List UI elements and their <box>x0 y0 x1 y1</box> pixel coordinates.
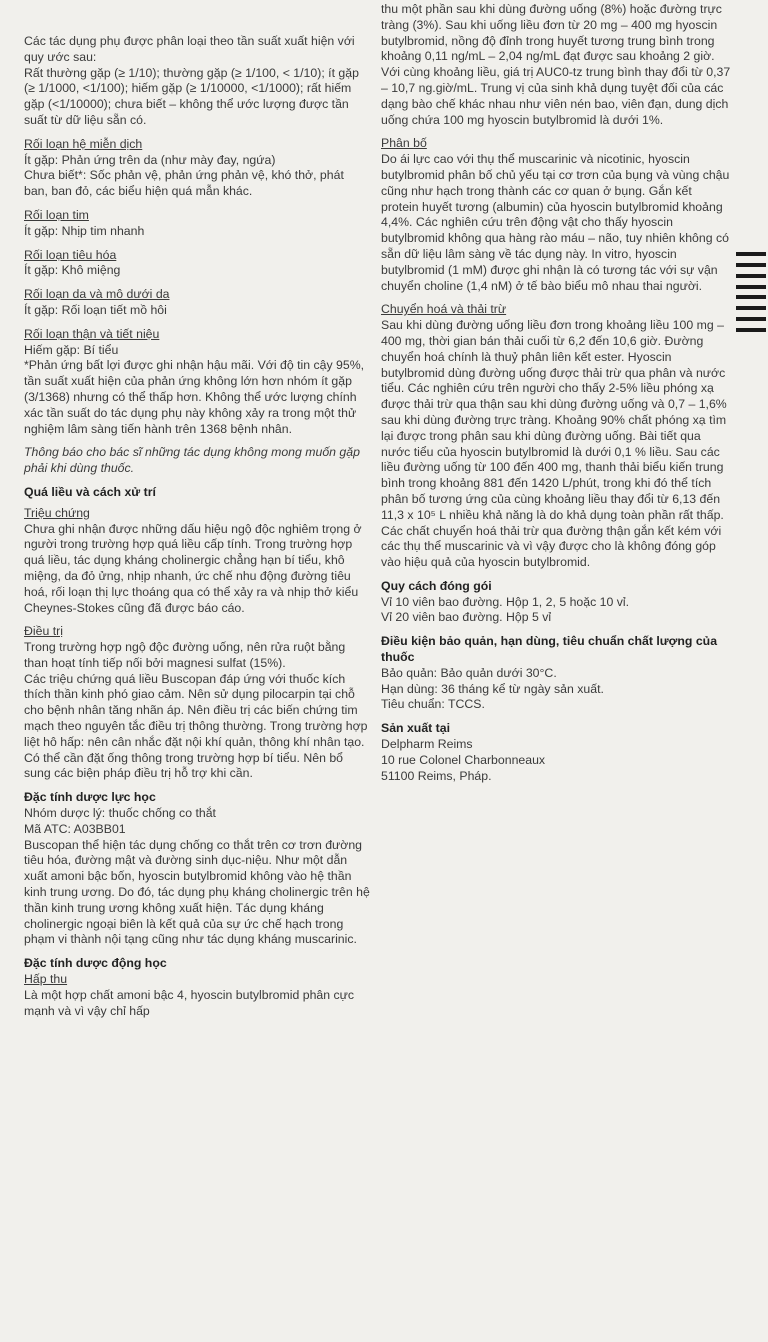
paragraph: Buscopan thể hiện tác dụng chống co thắt trên cơ trơn đường tiêu hóa, đường mật và đường sinh dục-niệu. Như một dẫn xuất amoni bậc bốn, hyoscin butylbromid không vào hệ thần kinh trung ương. Do đó, tác dụng phụ kháng cholinergic trên hệ thần kinh trung ương không xuất hiện. Tác dụng kháng cholinergic ngoại biên là kết quả của sự ức chế hạch trong phạm vi thành nội tạng cũng như tác dụng kháng muscarinic. <box>24 837 370 947</box>
spacer <box>24 200 370 208</box>
paragraph: Mã ATC: A03BB01 <box>24 821 126 836</box>
section-heading-san-xuat-tai: Sản xuất tại <box>381 721 451 736</box>
paragraph: Bảo quản: Bảo quản dưới 30°C. <box>381 665 557 680</box>
subheading-dieu-tri: Điều trị <box>24 624 63 639</box>
spacer <box>381 713 731 721</box>
left-column <box>24 34 370 1019</box>
paragraph: Chưa ghi nhận được những dấu hiệu ngộ độc nghiêm trọng ở người trong trường hợp quá liều cấp tính. Trong trường hợp quá liều, tác dụng kháng cholinergic chẳng hạn bí tiểu, khô miệng, da đỏ ửng, nhịp nhanh, ức chế nhu động đường tiêu hoá, rối loạn thị lực thoáng qua có thể xảy ra và nhịp thở kiểu Cheynes-Stokes cũng đã được báo cáo. <box>24 521 362 615</box>
spacer <box>381 128 731 136</box>
subheading-trieu-chung: Triệu chứng <box>24 505 90 520</box>
paragraph: Chưa biết*: Sốc phản vệ, phản ứng phản vệ, khó thở, phát ban, ban đỏ, các biểu hiện quá mẫn khác. <box>24 168 344 199</box>
spacer <box>24 279 370 287</box>
paragraph: thu một phần sau khi dùng đường uống (8%) hoặc đường trực tràng (3%). Sau khi uống liều đơn từ 20 mg – 400 mg hyoscin butylbromid, nồng độ đỉnh trong huyết tương trung bình trong khoảng 0,11 ng/mL – 2,04 ng/mL đạt được sau khoảng 2 giờ. Với cùng khoảng liều, giá trị AUC0-tz trung bình thay đổi từ 0,37 – 10,7 ng.giờ/mL. Trung vị của sinh khả dụng tuyệt đối của các dạng bào chế khác nhau như viên nén bao, viên đạn, dung dịch uống chứa 100 mg hyoscin butylbromid là dưới 1%. <box>381 2 731 127</box>
paragraph: Vỉ 20 viên bao đường. Hộp 5 vỉ <box>381 610 552 625</box>
paragraph: Do ái lực cao với thụ thể muscarinic và nicotinic, hyoscin butylbromid phân bố chủ yếu tại cơ trơn của bụng và vùng chậu cũng như hạch trong thành các cơ quan ở bụng. Gắn kết protein huyết tương (albumin) của hyoscin butylbromid khoảng 4,4%. Các nghiên cứu trên động vật cho thấy hyoscin butylbromid không qua hàng rào máu – não, tuy nhiên không có sẵn dữ liệu lâm sàng về tác dụng này. In vitro, hyoscin butylbromid (1 mM) được ghi nhận là có tương tác với sự vận chuyển choline (1,4 nM) ở tế bào biểu mô nhau thai người. <box>381 152 730 293</box>
subheading-roi-loan-da-va-mo-duoi-da: Rối loạn da và mô dưới da <box>24 287 170 302</box>
paragraph: Delpharm Reims <box>381 737 473 752</box>
subheading-hap-thu: Hấp thu <box>24 972 68 987</box>
italic-note: Thông báo cho bác sĩ những tác dụng không mong muốn gặp phải khi dùng thuốc. <box>24 445 360 476</box>
barcode-bar <box>736 306 766 310</box>
barcode-bar <box>736 252 766 256</box>
section-heading-quy-cach-dong-goi: Quy cách đóng gói <box>381 578 492 593</box>
section-heading-dac-tinh-duoc-luc-hoc: Đặc tính dược lực học <box>24 790 156 805</box>
subheading-roi-loan-tim: Rối loạn tim <box>24 207 89 222</box>
paragraph: Ít gặp: Nhịp tim nhanh <box>24 223 145 238</box>
spacer <box>24 782 370 790</box>
paragraph: Các tác dụng phụ được phân loại theo tần suất xuất hiện với quy ước sau: <box>24 34 355 64</box>
spacer <box>381 571 731 579</box>
paragraph: Ít gặp: Rối loạn tiết mồ hôi <box>24 302 167 317</box>
barcode-bar <box>736 328 766 332</box>
paragraph: Hạn dùng: 36 tháng kể từ ngày sản xuất. <box>381 681 604 696</box>
paragraph: Là một hợp chất amoni bậc 4, hyoscin butylbromid phân cực mạnh và vì vậy chỉ hấp <box>24 987 355 1018</box>
paragraph: Sau khi dùng đường uống liều đơn trong khoảng liều 100 mg – 400 mg, thời gian bán thải cuối từ 6,2 đến 10,6 giờ. Đường chuyển hoá chính là thuỷ phân liên kết ester. Hyoscin butylbromid dùng đường uống được thải trừ qua phân và nước tiểu. Các nghiên cứu trên người cho thấy 2-5% liều phóng xạ được thải trừ qua thận sau khi dùng đường uống và 0,7 – 1,6% sau khi dùng đường trực tràng. Khoảng 90% chất phóng xạ tìm lại được trong phân sau khi dùng đường uống. Bài tiết qua nước tiểu của hyoscin butylbromid là dưới 0,1 % liều. Sau các liều đường uống từ 100 đến 400 mg, thanh thải biểu kiến trung bình trong khoảng 881 đến 1420 L/phút, trong khi đó thể tích phân bố tương ứng của cùng khoảng liều thay đổi từ 6,13 đến 11,3 x 10⁵ L nhiều khả năng là do khả dụng toàn phần rất thấp. <box>381 318 727 522</box>
spacer <box>24 129 370 137</box>
spacer <box>24 616 370 624</box>
spacer <box>24 477 370 485</box>
subheading-roi-loan-he-mien-dich: Rối loạn hệ miễn dịch <box>24 136 143 151</box>
spacer <box>381 294 731 302</box>
barcode-bar <box>736 295 766 299</box>
barcode-bar <box>736 274 766 278</box>
subheading-roi-loan-tieu-hoa: Rối loạn tiêu hóa <box>24 247 117 262</box>
barcode-bar <box>736 285 766 289</box>
section-heading-qua-lieu-va-cach-xu-tri: Quá liều và cách xử trí <box>24 484 156 499</box>
paragraph: Rất thường gặp (≥ 1/10); thường gặp (≥ 1/100, < 1/10); ít gặp (≥ 1/1000, <1/100); hiếm gặp (≥ 1/10000, <1/1000); rất hiếm gặp (<1/10000); chưa biết – không thể ước lượng được tần suất từ dữ liệu sẵn có. <box>24 65 359 127</box>
spacer <box>24 240 370 248</box>
right-column <box>381 2 731 784</box>
paragraph: Vỉ 10 viên bao đường. Hộp 1, 2, 5 hoặc 10 vỉ. <box>381 594 630 609</box>
paragraph: 51100 Reims, Pháp. <box>381 768 492 783</box>
paragraph: Hiếm gặp: Bí tiểu <box>24 342 119 357</box>
barcode-bar <box>736 263 766 267</box>
barcode-marks <box>736 252 766 332</box>
subheading-chuyen-hoa-va-thai-tru: Chuyển hoá và thải trừ <box>381 302 507 317</box>
subheading-roi-loan-than-va-tiet-nieu: Rối loạn thận và tiết niệu <box>24 326 160 341</box>
spacer <box>24 948 370 956</box>
paragraph: Nhóm dược lý: thuốc chống co thắt <box>24 806 216 821</box>
section-heading-dieu-kien-bao-quan-han-dung-tieu-chuan-c: Điều kiện bảo quản, hạn dùng, tiêu chuẩn chất lượng của thuốc <box>381 634 718 665</box>
paragraph: Trong trường hợp ngộ độc đường uống, nên rửa ruột bằng than hoạt tính tiếp nối bởi magnesi sulfat (15%). <box>24 640 346 670</box>
section-heading-dac-tinh-duoc-dong-hoc: Đặc tính dược động học <box>24 956 167 971</box>
paragraph: *Phản ứng bất lợi được ghi nhận hậu mãi. Với độ tin cậy 95%, tần suất xuất hiện của phản ứng không lớn hơn nhóm ít gặp (3/1368) nhưng có thể thấp hơn. Không thể ước lượng chính xác tần suất do tác dụng phụ này không xảy ra trong một thử nghiệm lâm sàng tiến hành trên 1368 bệnh nhân. <box>24 358 365 436</box>
paragraph: Các triệu chứng quá liều Buscopan đáp ứng với thuốc kích thích thần kinh phó giao cảm. Nên sử dụng pilocarpin tại chỗ cho bệnh nhân tăng nhãn áp. Nên điều trị các biến chứng tim mạch theo nguyên tắc điều trị thông thường. Trong trường hợp liệt hô hấp: nên cân nhắc đặt nội khí quản, thông khí nhân tạo. Có thể cần đặt ống thông trong trường hợp bí tiểu. Nên bổ sung các biện pháp điều trị hỗ trợ khi cần. <box>24 671 368 781</box>
paragraph: Các chất chuyển hoá thải trừ qua đường thận gắn kết kém với các thụ thể muscarinic và vì vậy được cho là không đóng góp vào hiệu quả của hyoscin butylbromid. <box>381 523 722 570</box>
subheading-phan-bo: Phân bố <box>381 136 427 151</box>
spacer <box>24 319 370 327</box>
spacer <box>381 626 731 634</box>
spacer <box>24 437 370 445</box>
paragraph: Ít gặp: Khô miệng <box>24 263 121 278</box>
barcode-bar <box>736 317 766 321</box>
paragraph: Ít gặp: Phản ứng trên da (như mày đay, ngứa) <box>24 152 276 167</box>
paragraph: 10 rue Colonel Charbonneaux <box>381 752 546 767</box>
paragraph: Tiêu chuẩn: TCCS. <box>381 697 485 712</box>
